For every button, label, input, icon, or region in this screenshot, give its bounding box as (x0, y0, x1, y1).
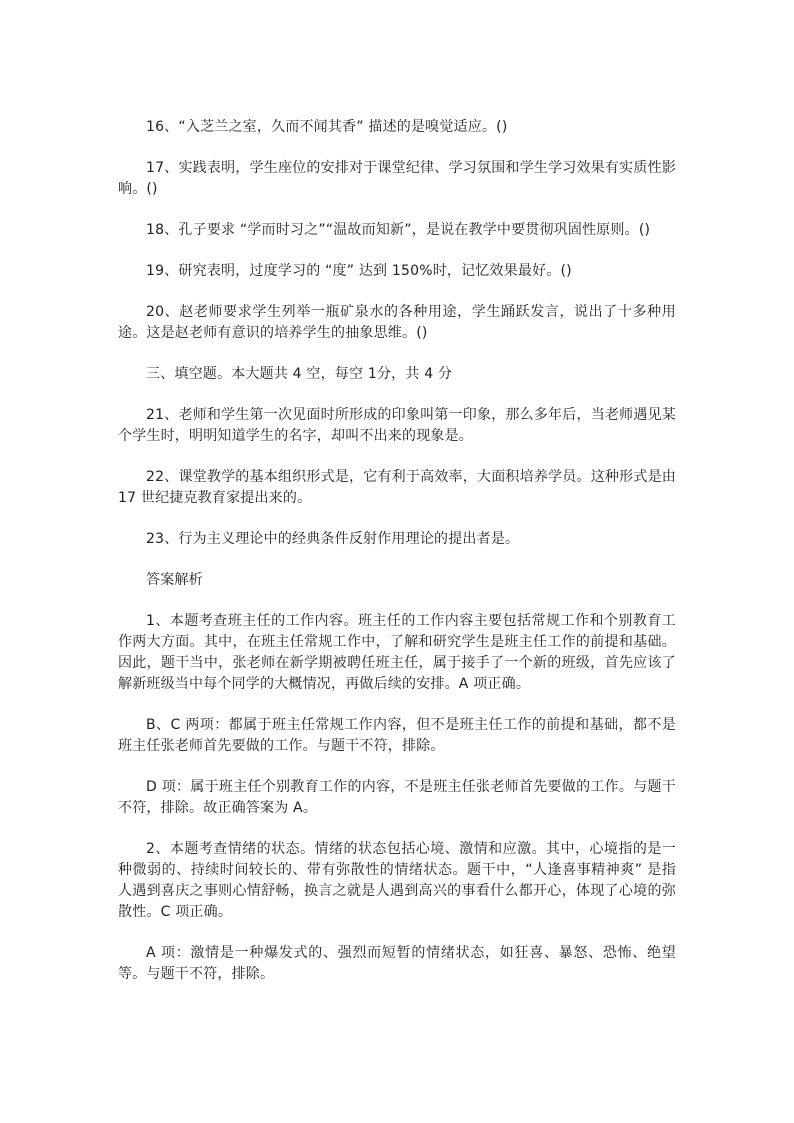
answer-1: 1、本题考查班主任的工作内容。班主任的工作内容主要包括常规工作和个别教育工作两大方面。其中，在班主任常规工作中，了解和研究学生是班主任工作的前提和基础。因此，题干当中，张老师在新学期被聘任班主任，属于接手了一个新的班级，首先应该了解新班级当中每个同学的大概情况，再做后续的安排。A 项正确。 (118, 613, 676, 692)
answer-2: 2、本题考查情绪的状态。情绪的状态包括心境、激情和应激。其中，心境指的是一种微弱的、持续时间较长的、带有弥散性的情绪状态。题干中，“人逢喜事精神爽” 是指人遇到喜庆之事则心情舒畅，换言之就是人遇到高兴的事看什么都开心，体现了心境的弥散性。C 项正确。 (118, 841, 676, 920)
question-20: 20、赵老师要求学生列举一瓶矿泉水的各种用途，学生踊跃发言，说出了十多种用途。这是赵老师有意识的培养学生的抽象思维。() (118, 304, 676, 341)
question-19: 19、研究表明，过度学习的 “度” 达到 150%时，记忆效果最好。() (146, 263, 572, 279)
question-22: 22、课堂教学的基本组织形式是，它有利于高效率，大面积培养学员。这种形式是由 17 世纪捷克教育家提出来的。 (118, 469, 676, 506)
question-16: 16、“入芝兰之室，久而不闻其香” 描述的是嗅觉适应。() (146, 119, 508, 135)
answer-1-d: D 项：属于班主任个别教育工作的内容，不是班主任张老师首先要做的工作。与题干不符，排除。故正确答案为 A。 (118, 779, 677, 816)
answer-1-bc: B、C 两项：都属于班主任常规工作内容，但不是班主任工作的前提和基础，都不是班主任张老师首先要做的工作。与题干不符，排除。 (118, 717, 676, 754)
question-21: 21、老师和学生第一次见面时所形成的印象叫第一印象，那么多年后，当老师遇见某个学生时，明明知道学生的名字，却叫不出来的现象是。 (118, 407, 676, 444)
answer-heading: 答案解析 (146, 572, 203, 588)
answer-2-a: A 项：激情是一种爆发式的、强烈而短暂的情绪状态，如狂喜、暴怒、恐怖、绝望等。与题干不符，排除。 (118, 945, 676, 982)
question-23: 23、行为主义理论中的经典条件反射作用理论的提出者是。 (146, 531, 520, 547)
document-body (118, 117, 676, 1005)
question-17: 17、实践表明，学生座位的安排对于课堂纪律、学习氛围和学生学习效果有实质性影响。() (118, 160, 676, 197)
section-heading-fill-in: 三、填空题。本大题共 4 空，每空 1分，共 4 分 (146, 366, 453, 382)
question-18: 18、孔子要求 “学而时习之”“温故而知新”，是说在教学中要贯彻巩固性原则。() (146, 222, 651, 238)
